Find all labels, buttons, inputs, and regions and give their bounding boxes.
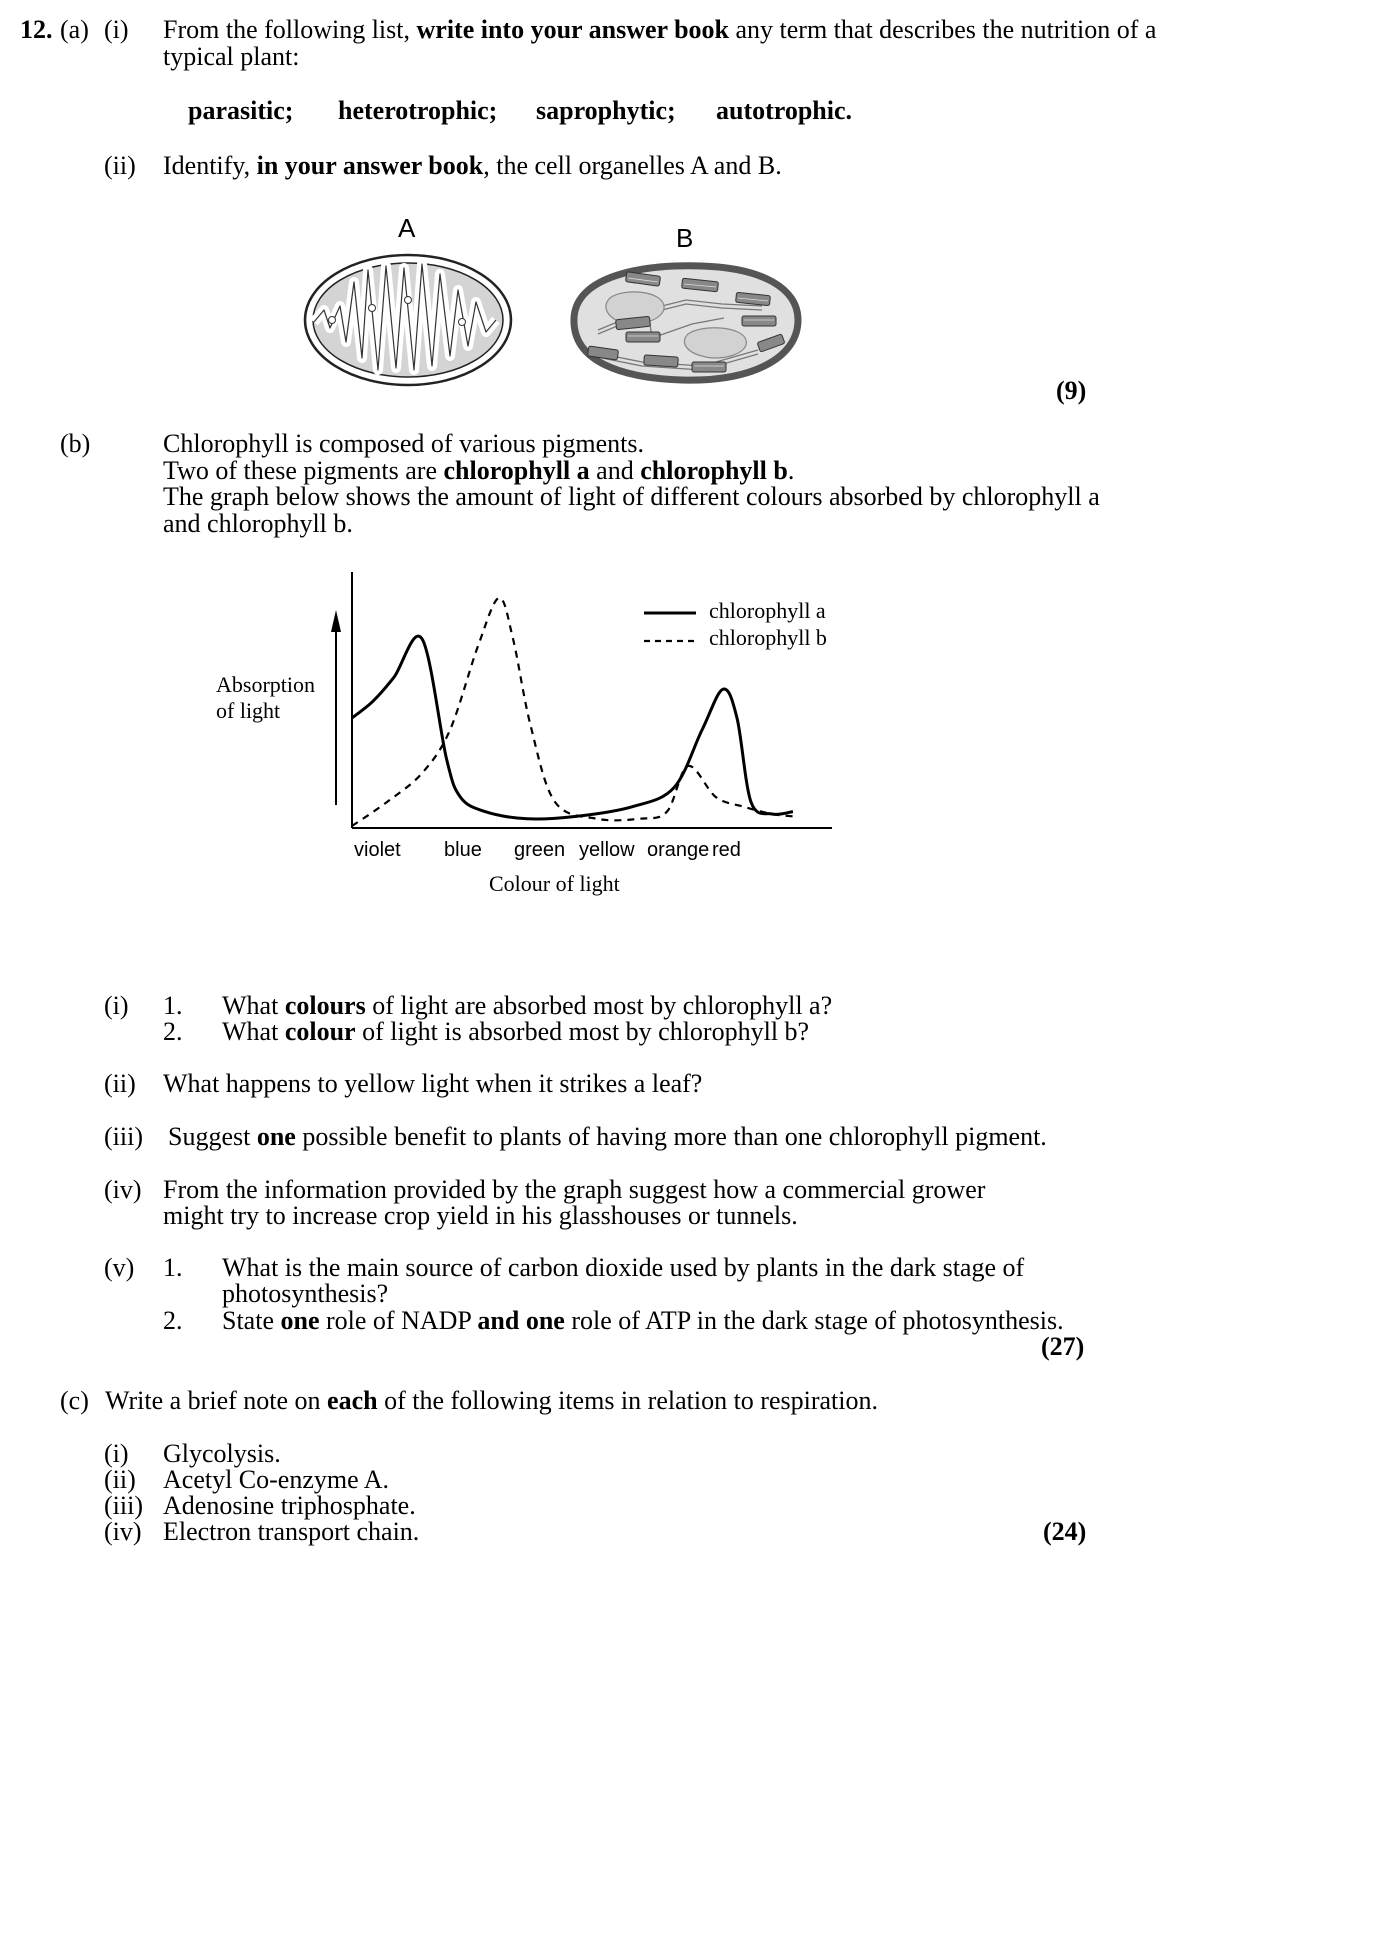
part-b-i-num2: 2.	[163, 1017, 183, 1046]
part-a-label: (a)	[60, 15, 89, 44]
part-b-line2: Two of these pigments are chlorophyll a and chlorophyll b.	[163, 456, 795, 485]
x-axis-label: Colour of light	[489, 871, 620, 896]
part-b-iii-label: (iii)	[104, 1122, 143, 1151]
mitochondrion-illustration	[300, 250, 516, 390]
part-b-v-num2: 2.	[163, 1306, 183, 1335]
part-c-item-label: (iv)	[104, 1517, 142, 1546]
marks-part-a: (9)	[1056, 376, 1087, 405]
organelle-b-label: B	[676, 223, 694, 253]
part-c-item-label: (iii)	[104, 1491, 143, 1520]
legend-chlorophyll-b: chlorophyll b	[709, 625, 827, 650]
part-b-iv-line2: might try to increase crop yield in his glasshouses or tunnels.	[163, 1201, 798, 1230]
x-tick-green: green	[514, 839, 566, 861]
part-b-iv-line1: From the information provided by the graph suggest how a commercial grower	[163, 1175, 986, 1204]
question-number: 12.	[20, 15, 53, 44]
x-tick-orange: orange	[647, 839, 710, 861]
part-b-line4: and chlorophyll b.	[163, 509, 353, 538]
part-b-i-label: (i)	[104, 991, 129, 1020]
part-b-line1: Chlorophyll is composed of various pigments.	[163, 429, 644, 458]
term-autotrophic: autotrophic.	[716, 96, 853, 125]
term-heterotrophic: heterotrophic;	[338, 96, 498, 125]
part-a-i-text-line2: typical plant:	[163, 42, 300, 71]
x-tick-violet: violet	[354, 839, 401, 861]
part-b-v-q1-line2: photosynthesis?	[222, 1279, 389, 1308]
x-tick-blue: blue	[444, 839, 482, 861]
y-axis-label-line1: Absorption	[216, 672, 315, 697]
part-c-label: (c)	[60, 1386, 89, 1415]
y-axis-label-line2: of light	[216, 698, 281, 723]
part-b-i-q2: What colour of light is absorbed most by chlorophyll b?	[222, 1017, 810, 1046]
part-b-i-q1: What colours of light are absorbed most by chlorophyll a?	[222, 991, 833, 1020]
part-b-v-num1: 1.	[163, 1253, 183, 1282]
part-c-item-text: Adenosine triphosphate.	[163, 1491, 416, 1520]
part-b-v-q2: State one role of NADP and one role of ATP in the dark stage of photosynthesis.	[222, 1306, 1064, 1335]
part-c-item-text: Glycolysis.	[163, 1439, 281, 1468]
x-tick-yellow: yellow	[579, 839, 635, 861]
part-a-ii-text: Identify, in your answer book, the cell organelles A and B.	[163, 151, 782, 180]
part-b-i-num1: 1.	[163, 991, 183, 1020]
chloroplast-illustration	[562, 258, 804, 388]
term-parasitic: parasitic;	[188, 96, 294, 125]
part-a-ii-label: (ii)	[104, 151, 136, 180]
part-b-label: (b)	[60, 429, 91, 458]
part-b-ii-label: (ii)	[104, 1069, 136, 1098]
y-axis-arrowhead	[331, 610, 341, 632]
part-b-ii-text: What happens to yellow light when it strikes a leaf?	[163, 1069, 703, 1098]
term-saprophytic: saprophytic;	[536, 96, 676, 125]
marks-part-b: (27)	[1041, 1332, 1085, 1361]
x-tick-red: red	[712, 839, 741, 861]
part-a-i-text: From the following list, write into your answer book any term that describes the nutrition of a	[163, 15, 1157, 44]
absorption-chart	[200, 560, 860, 910]
part-b-iii-text: Suggest one possible benefit to plants of having more than one chlorophyll pigment.	[168, 1122, 1047, 1151]
series-chlorophyll-a	[352, 636, 793, 819]
part-c-item-label: (ii)	[104, 1465, 136, 1494]
part-b-v-label: (v)	[104, 1253, 135, 1282]
part-c-item-text: Acetyl Co-enzyme A.	[163, 1465, 389, 1494]
marks-part-c: (24)	[1043, 1517, 1087, 1546]
part-b-iv-label: (iv)	[104, 1175, 142, 1204]
part-c-text: Write a brief note on each of the following items in relation to respiration.	[105, 1386, 878, 1415]
organelle-a-label: A	[398, 213, 416, 243]
part-a-i-label: (i)	[104, 15, 129, 44]
legend-chlorophyll-a: chlorophyll a	[709, 598, 826, 623]
part-c-item-text: Electron transport chain.	[163, 1517, 420, 1546]
part-b-v-q1-line1: What is the main source of carbon dioxide used by plants in the dark stage of	[222, 1253, 1025, 1282]
part-c-item-label: (i)	[104, 1439, 129, 1468]
part-b-line3: The graph below shows the amount of light of different colours absorbed by chlorophyll a	[163, 482, 1100, 511]
